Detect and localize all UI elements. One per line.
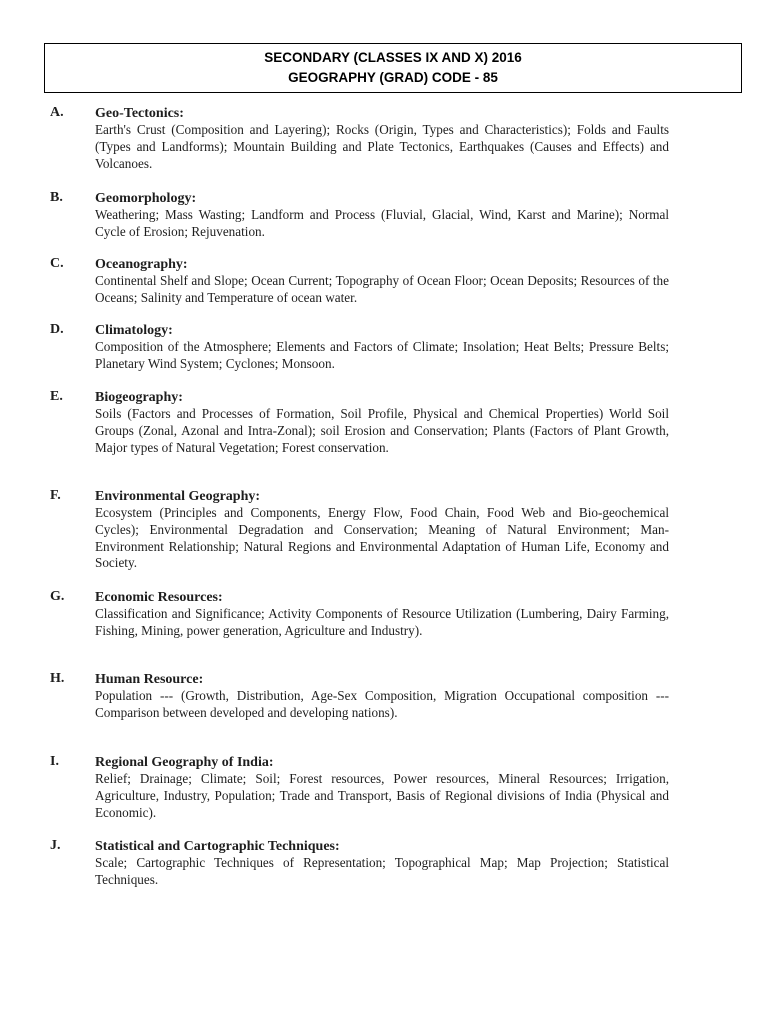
section-title: Geomorphology: [95, 191, 197, 206]
section-letter: C. [50, 256, 64, 271]
section-content: Continental Shelf and Slope; Ocean Current; Topography of Ocean Floor; Ocean Deposits; Resources of the Oceans; Salinity and Temperature of ocean water. [95, 273, 669, 305]
section-title: Biogeography: [95, 390, 183, 405]
section-letter: F. [50, 488, 61, 503]
section-letter: D. [50, 322, 64, 337]
section-title: Geo-Tectonics: [95, 106, 184, 121]
section-letter: I. [50, 754, 59, 769]
section-content: Scale; Cartographic Techniques of Representation; Topographical Map; Map Projection; Statistical Techniques. [95, 855, 669, 887]
section-content: Classification and Significance; Activity Components of Resource Utilization (Lumbering, Dairy Farming, Fishing, Mining, power generation, Agriculture and Industry). [95, 606, 669, 638]
section-letter: G. [50, 589, 65, 604]
section-title: Climatology: [95, 323, 173, 338]
header-line-2: GEOGRAPHY (GRAD) CODE - 85 [288, 70, 498, 85]
section-letter: A. [50, 105, 64, 120]
section-title: Environmental Geography: [95, 489, 261, 504]
section-content: Ecosystem (Principles and Components, Energy Flow, Food Chain, Food Web and Bio-geochemical Cycles); Environmental Degradation and Conservation; Meaning of Natural Environment; Man-Environment Relationship; Natural Regions and Environmental Adaptation of Human Life, Economy and Society. [95, 505, 669, 571]
section-content: Soils (Factors and Processes of Formation, Soil Profile, Physical and Chemical Properties) World Soil Groups (Zonal, Azonal and Intra-Zonal); soil Erosion and Conservation; Plants (Factors of Plant Growth, Major types of Natural Vegetation; Forest conservation. [95, 406, 669, 455]
section-title: Statistical and Cartographic Techniques: [95, 839, 340, 854]
section-content: Population --- (Growth, Distribution, Age-Sex Composition, Migration Occupational composition --- Comparison between developed and developing nations). [95, 688, 669, 720]
section-title: Economic Resources: [95, 590, 223, 605]
section-content: Relief; Drainage; Climate; Soil; Forest resources, Power resources, Mineral Resources; Irrigation, Agriculture, Industry, Population; Trade and Transport, Basis of Regional divisions of India (Physical and Economic). [95, 771, 669, 820]
section-title: Human Resource: [95, 672, 204, 687]
section-content: Weathering; Mass Wasting; Landform and Process (Fluvial, Glacial, Wind, Karst and Marine); Normal Cycle of Erosion; Rejuvenation. [95, 207, 669, 239]
section-title: Regional Geography of India: [95, 755, 274, 770]
section-title: Oceanography: [95, 257, 188, 272]
section-content: Earth's Crust (Composition and Layering); Rocks (Origin, Types and Characteristics); Folds and Faults (Types and Landforms); Mountain Building and Plate Tectonics, Earthquakes (Causes and Effects) and Volcanoes. [95, 122, 669, 171]
section-letter: J. [50, 838, 61, 853]
section-letter: B. [50, 190, 63, 205]
header-line-1: SECONDARY (CLASSES IX AND X) 2016 [264, 50, 522, 65]
section-letter: H. [50, 671, 65, 686]
section-letter: E. [50, 389, 63, 404]
section-content: Composition of the Atmosphere; Elements and Factors of Climate; Insolation; Heat Belts; Pressure Belts; Planetary Wind System; Cyclones; Monsoon. [95, 339, 669, 371]
